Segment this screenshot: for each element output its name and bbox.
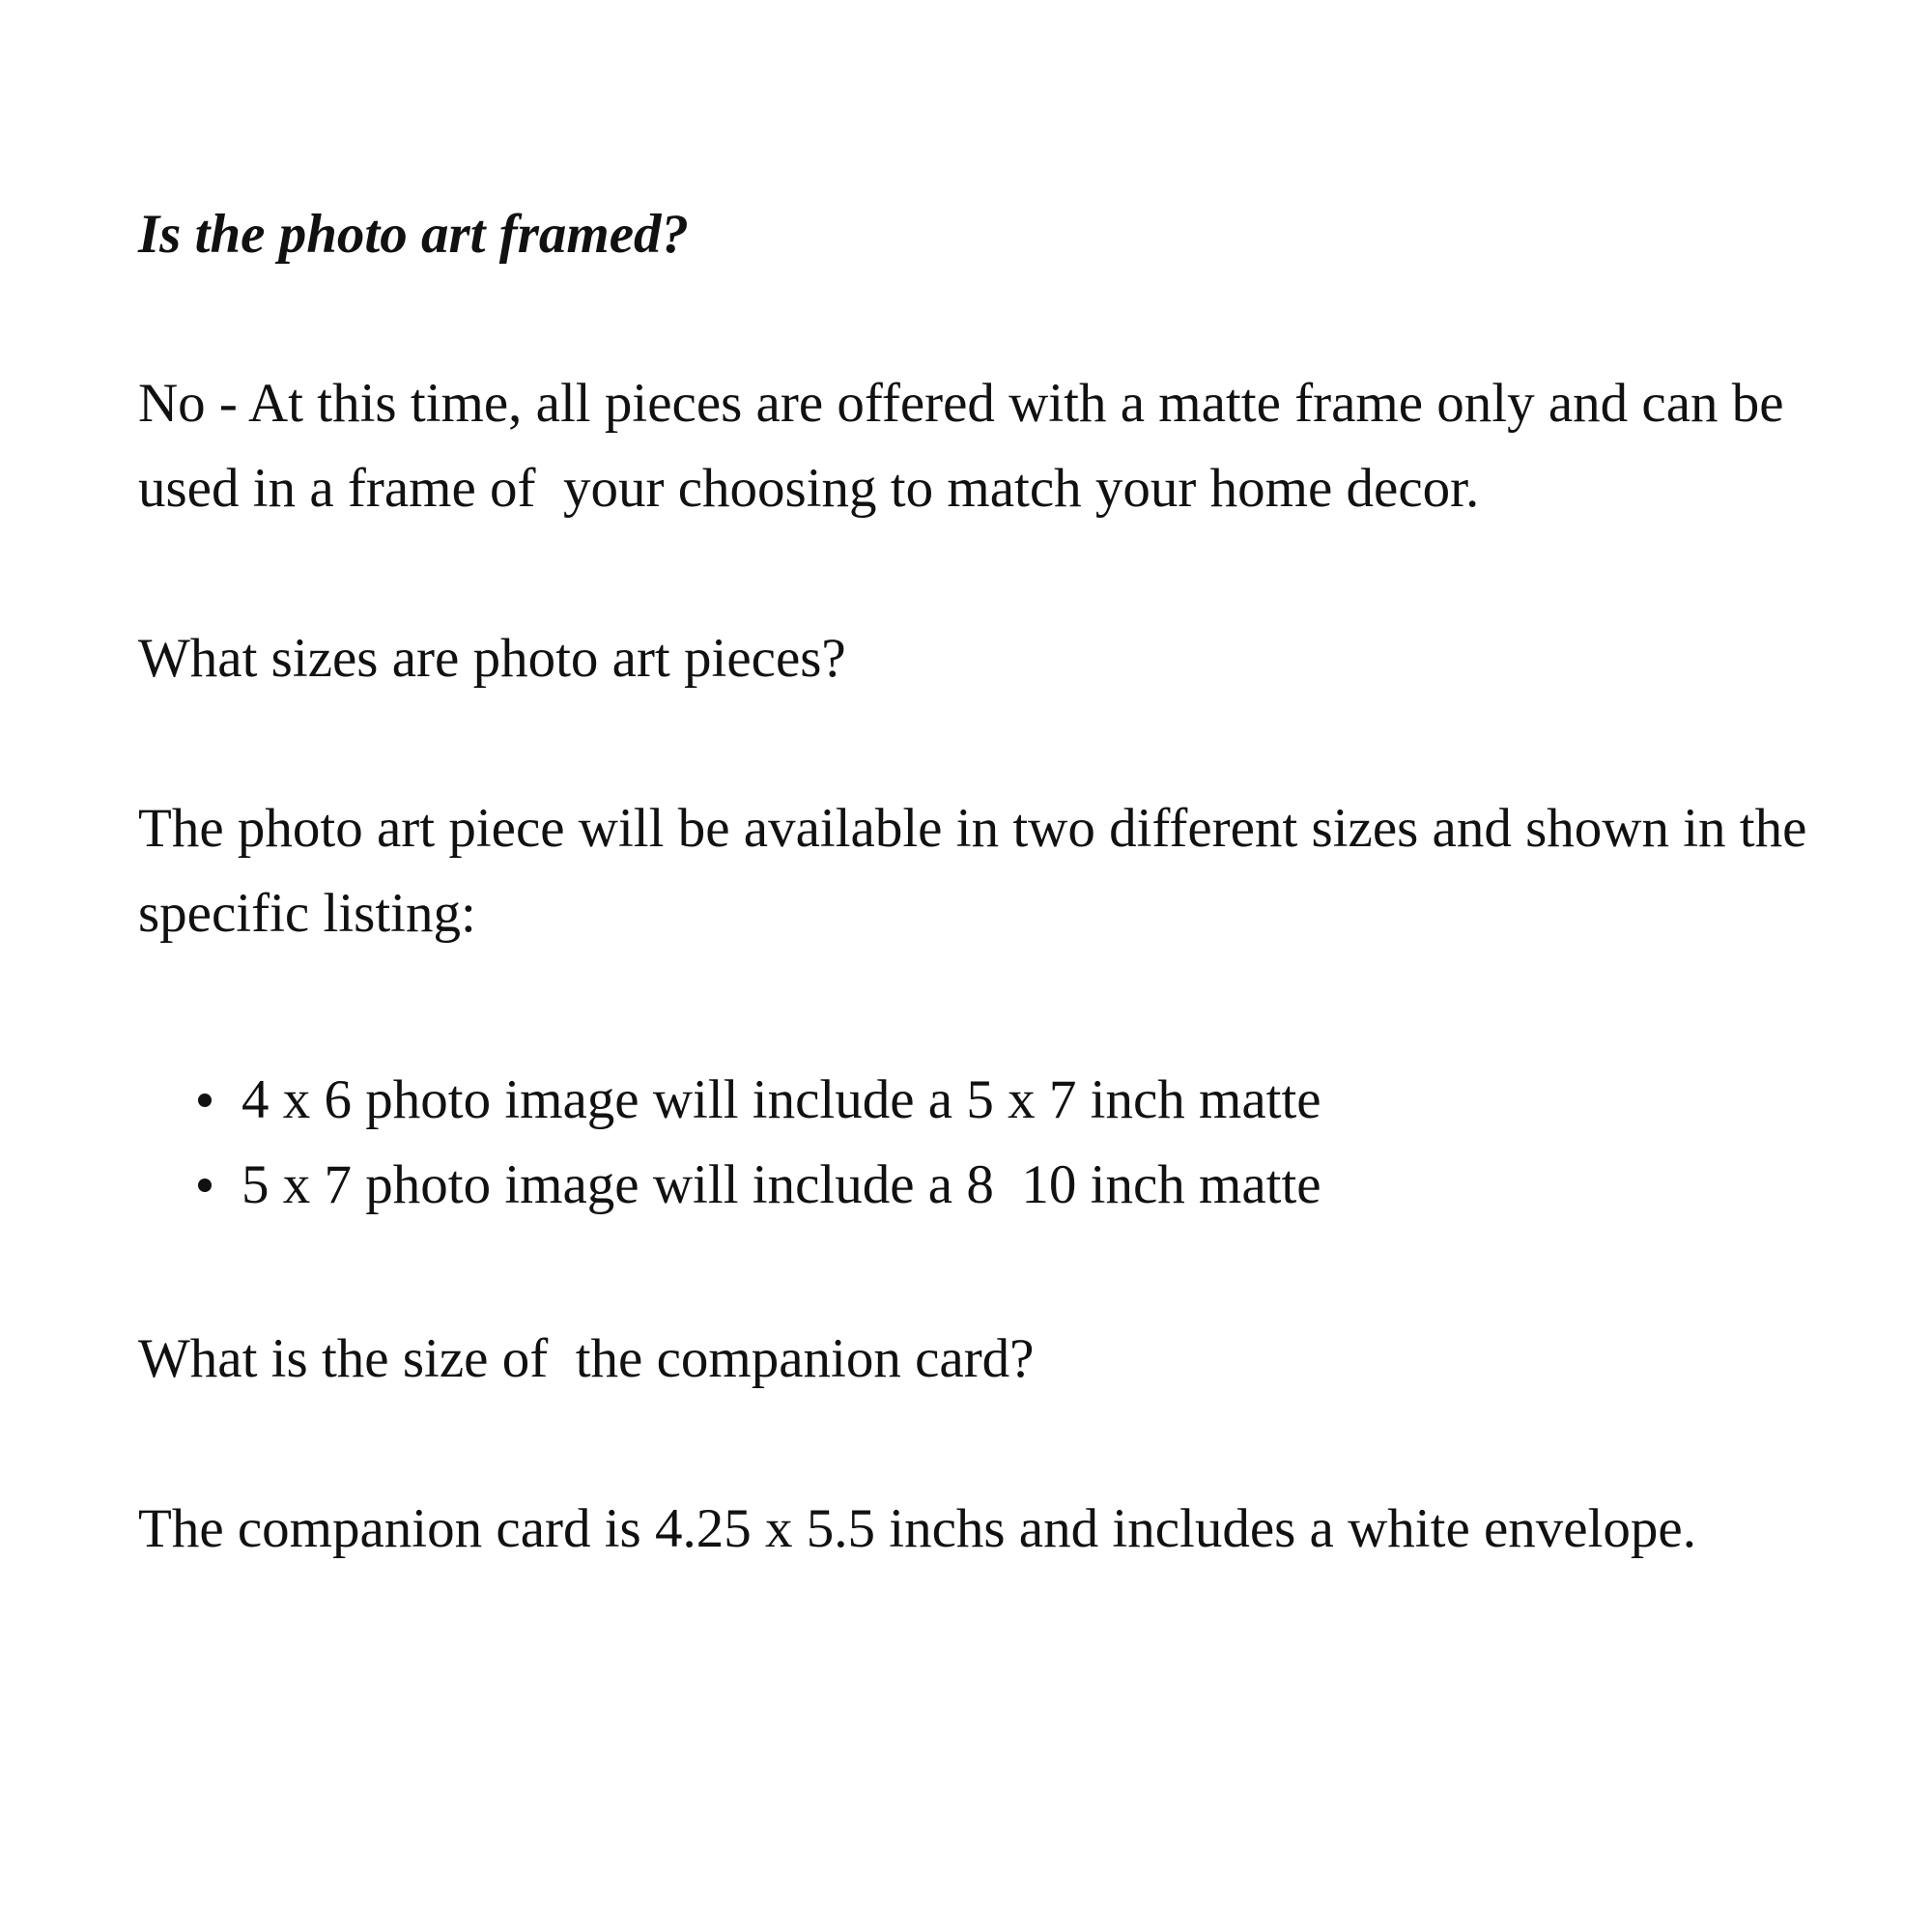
bullet-icon (198, 1179, 212, 1192)
list-item (198, 1143, 1838, 1228)
size-option-text: 4 x 6 photo image will include a 5 x 7 inch matte (242, 1069, 1321, 1130)
answer-card-size: The companion card is 4.25 x 5.5 inchs and includes a white envelope. (138, 1498, 1696, 1559)
answer-sizes: The photo art piece will be available in two different sizes and shown in the specific listing: (138, 798, 1807, 944)
question-sizes: What sizes are photo art pieces? (138, 628, 846, 689)
faq-content (138, 198, 1838, 1572)
bullet-icon (198, 1094, 212, 1107)
answer-framed: No - At this time, all pieces are offered with a matte frame only and can be used in a frame of your choosing to match your home decor. (138, 373, 1798, 519)
list-item (198, 1058, 1838, 1143)
size-option-text: 5 x 7 photo image will include a 8 10 inch matte (242, 1154, 1321, 1215)
size-list (138, 1058, 1838, 1228)
question-framed: Is the photo art framed? (138, 204, 690, 265)
question-card-size: What is the size of the companion card? (138, 1328, 1035, 1389)
